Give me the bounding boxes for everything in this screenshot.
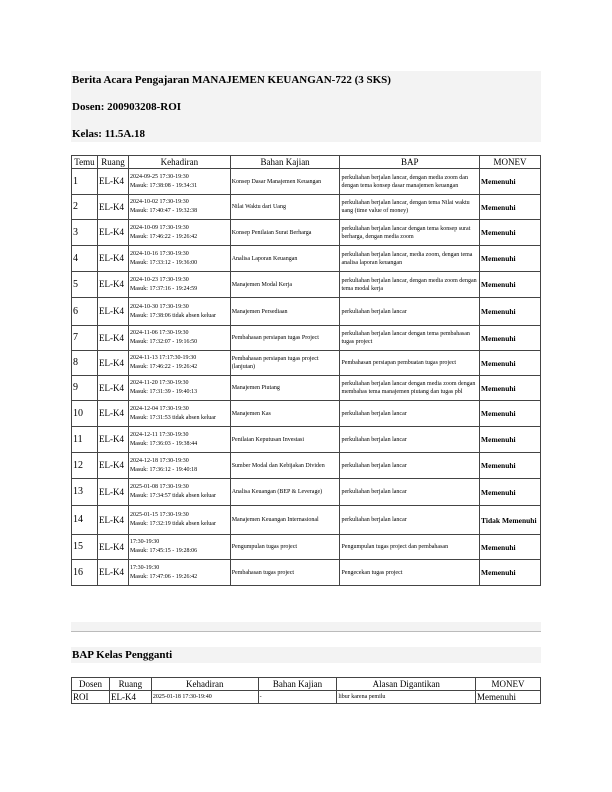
section-divider [71, 631, 541, 632]
monev-cell: Memenuhi [480, 246, 541, 272]
bahan-kajian-cell: - [258, 691, 337, 704]
temu-cell: 11 [72, 427, 98, 453]
masuk-text: Masuk: 17:38:08 - 19:34:31 [129, 182, 198, 189]
kehadiran-cell [128, 427, 230, 453]
separator-band [71, 622, 541, 631]
kehadiran-cell [128, 453, 230, 479]
bap-table [71, 155, 541, 586]
masuk-text: Masuk: 17:34:57 tidak absen keluar [129, 493, 216, 499]
ruang-cell: EL-K4 [97, 351, 128, 376]
kehadiran-cell [128, 220, 230, 246]
col-alasan: Alasan Digantikan [337, 678, 476, 691]
bap-cell: Pengecekan tugas project [340, 560, 480, 586]
monev-cell: Memenuhi [480, 535, 541, 560]
temu-cell: 4 [72, 246, 98, 272]
ruang-cell: EL-K4 [97, 298, 128, 326]
temu-cell: 12 [72, 453, 98, 479]
masuk-text: Masuk: 17:46:22 - 19:26:42 [129, 364, 198, 370]
temu-cell: 5 [72, 272, 98, 298]
bap-cell: perkuliahan berjalan lancar dengan tema pembahasan tugas project [340, 326, 480, 351]
monev-cell: Memenuhi [480, 326, 541, 351]
jadwal-text: 2025-01-08 17:30-19:30 [129, 484, 189, 490]
kehadiran-cell [128, 246, 230, 272]
masuk-text: Masuk: 17:32:07 - 19:16:50 [129, 339, 198, 345]
bahan-kajian-cell: Konsep Penilaian Surat Berharga [230, 220, 340, 246]
table-row [72, 453, 541, 479]
col-bahan-kajian: Bahan Kajian [258, 678, 337, 691]
col-monev: MONEV [476, 678, 541, 691]
masuk-text: Masuk: 17:45:15 - 19:28:06 [129, 548, 198, 554]
jadwal-text: 2024-10-23 17:30-19:30 [129, 276, 189, 283]
kehadiran-cell [128, 351, 230, 376]
col-bahan-kajian: Bahan Kajian [230, 156, 340, 169]
ruang-cell: EL-K4 [97, 169, 128, 195]
masuk-text: Masuk: 17:40:47 - 19:32:38 [129, 208, 198, 214]
ruang-cell: EL-K4 [97, 506, 128, 535]
jadwal-text: 2024-11-13 17:17:30-19:30 [129, 355, 197, 361]
table-row [72, 220, 541, 246]
jadwal-text: 17:30-19:30 [129, 539, 160, 545]
masuk-text: Masuk: 17:32:19 tidak absen keluar [129, 521, 216, 527]
document-title: Berita Acara Pengajaran MANAJEMEN KEUANGAN-722 (3 SKS) [72, 74, 391, 86]
kehadiran-cell [128, 169, 230, 195]
monev-cell: Memenuhi [480, 376, 541, 401]
ruang-cell: EL-K4 [97, 220, 128, 246]
temu-cell: 9 [72, 376, 98, 401]
dosen-label: Dosen: 200903208-ROI [72, 101, 182, 113]
kehadiran-cell [128, 298, 230, 326]
kehadiran-cell [128, 326, 230, 351]
kehadiran-cell [128, 376, 230, 401]
ruang-cell: EL-K4 [97, 401, 128, 427]
monev-cell: Memenuhi [480, 220, 541, 246]
col-monev: MONEV [480, 156, 541, 169]
col-bap: BAP [340, 156, 480, 169]
bahan-kajian-cell: Manajemen Modal Kerja [230, 272, 340, 298]
masuk-text: Masuk: 17:38:06 tidak absen keluar [129, 312, 216, 319]
temu-cell: 16 [72, 560, 98, 586]
bahan-kajian-cell: Nilai Waktu dari Uang [230, 195, 340, 220]
jadwal-text: 2024-09-25 17:30-19:30 [129, 173, 189, 180]
temu-cell: 10 [72, 401, 98, 427]
ruang-cell: EL-K4 [97, 246, 128, 272]
bap-cell: perkuliahan berjalan lancar, dengan media zoom dan dengan tema konsep dasar manajemen keuangan [340, 169, 480, 195]
ruang-cell: EL-K4 [97, 479, 128, 506]
masuk-text: Masuk: 17:37:16 - 19:24:59 [129, 285, 198, 292]
kehadiran-cell [128, 195, 230, 220]
bahan-kajian-cell: Manajemen Kas [230, 401, 340, 427]
alasan-cell: libur karena pemilu [337, 691, 476, 704]
table-row [72, 246, 541, 272]
bap-table-header [72, 156, 541, 169]
kelas-label: Kelas: 11.5A.18 [72, 128, 146, 140]
jadwal-text: 2024-10-09 17:30-19:30 [129, 224, 189, 231]
table-row [72, 479, 541, 506]
kehadiran-cell: 2025-01-18 17:30-19:40 [151, 691, 258, 704]
bap-cell: perkuliahan berjalan lancar dengan tema konsep surat berharga, dengan media zoom [340, 220, 480, 246]
temu-cell: 8 [72, 351, 98, 376]
bahan-kajian-cell: Pembahasan persiapan tugas Project [230, 326, 340, 351]
table-row [72, 376, 541, 401]
jadwal-text: 2024-12-04 17:30-19:30 [129, 405, 189, 412]
bap-cell: perkuliahan berjalan lancar [340, 401, 480, 427]
temu-cell: 13 [72, 479, 98, 506]
bap-cell: perkuliahan berjalan lancar [340, 453, 480, 479]
bahan-kajian-cell: Analisa Keuangan (BEP & Leverage) [230, 479, 340, 506]
kehadiran-cell [128, 506, 230, 535]
ruang-cell: EL-K4 [97, 560, 128, 586]
monev-cell: Memenuhi [480, 453, 541, 479]
bahan-kajian-cell: Manajemen Piutang [230, 376, 340, 401]
bahan-kajian-cell: Sumber Modal dan Kebijakan Dividen [230, 453, 340, 479]
jadwal-text: 2024-10-02 17:30-19:30 [129, 199, 189, 205]
temu-cell: 14 [72, 506, 98, 535]
bap-cell: perkuliahan berjalan lancar [340, 298, 480, 326]
monev-cell: Tidak Memenuhi [480, 506, 541, 535]
monev-cell: Memenuhi [480, 401, 541, 427]
pengganti-table [71, 677, 541, 704]
ruang-cell: EL-K4 [97, 326, 128, 351]
col-dosen: Dosen [72, 678, 110, 691]
table-row [72, 195, 541, 220]
bap-cell: perkuliahan berjalan lancar, dengan tema Nilai waktu uang (time value of money) [340, 195, 480, 220]
temu-cell: 6 [72, 298, 98, 326]
monev-cell: Memenuhi [476, 691, 541, 704]
col-ruang: Ruang [97, 156, 128, 169]
kehadiran-cell [128, 401, 230, 427]
jadwal-text: 2024-11-20 17:30-19:30 [129, 380, 189, 386]
kehadiran-cell [128, 479, 230, 506]
bap-cell: Pembahasan persiapan pembuatan tugas project [340, 351, 480, 376]
ruang-cell: EL-K4 [97, 195, 128, 220]
table-row [72, 506, 541, 535]
ruang-cell: EL-K4 [97, 453, 128, 479]
monev-cell: Memenuhi [480, 272, 541, 298]
table-row [72, 169, 541, 195]
ruang-cell: EL-K4 [97, 376, 128, 401]
kehadiran-cell [128, 560, 230, 586]
ruang-cell: EL-K4 [97, 427, 128, 453]
kehadiran-cell [128, 272, 230, 298]
temu-cell: 2 [72, 195, 98, 220]
bahan-kajian-cell: Pengumpulan tugas project [230, 535, 340, 560]
masuk-text: Masuk: 17:31:53 tidak absen keluar [129, 414, 216, 421]
table-row [72, 427, 541, 453]
col-kehadiran: Kehadiran [128, 156, 230, 169]
temu-cell: 1 [72, 169, 98, 195]
pengganti-table-header [72, 678, 541, 691]
masuk-text: Masuk: 17:47:06 - 19:26:42 [129, 573, 198, 580]
temu-cell: 15 [72, 535, 98, 560]
masuk-text: Masuk: 17:36:03 - 19:38:44 [129, 440, 198, 447]
jadwal-text: 17:30-19:30 [129, 564, 160, 571]
ruang-cell: EL-K4 [97, 535, 128, 560]
bahan-kajian-cell: Pembahasan persiapan tugas project (lanjutan) [230, 351, 340, 376]
bap-cell: perkuliahan berjalan lancar [340, 479, 480, 506]
bap-cell: perkuliahan berjalan lancar, dengan media zoom dengan tema modal kerja [340, 272, 480, 298]
monev-cell: Memenuhi [480, 169, 541, 195]
jadwal-text: 2024-11-06 17:30-19:30 [129, 330, 189, 336]
bahan-kajian-cell: Konsep Dasar Manajemen Keuangan [230, 169, 340, 195]
masuk-text: Masuk: 17:31:39 - 19:40:13 [129, 389, 198, 395]
monev-cell: Memenuhi [480, 351, 541, 376]
dosen-cell: ROI [72, 691, 110, 704]
temu-cell: 7 [72, 326, 98, 351]
bahan-kajian-cell: Analisa Laporan Keuangan [230, 246, 340, 272]
masuk-text: Masuk: 17:33:12 - 19:36:00 [129, 259, 198, 266]
table-row [72, 691, 541, 704]
table-row [72, 298, 541, 326]
ruang-cell: EL-K4 [97, 272, 128, 298]
jadwal-text: 2024-10-16 17:30-19:30 [129, 250, 189, 257]
monev-cell: Memenuhi [480, 427, 541, 453]
table-row [72, 401, 541, 427]
bahan-kajian-cell: Manajemen Keuangan Internasional [230, 506, 340, 535]
bahan-kajian-cell: Manajemen Persediaan [230, 298, 340, 326]
bap-cell: perkuliahan berjalan lancar dengan media zoom dengan membahas tema manajemen piutang dan tugas pbl [340, 376, 480, 401]
monev-cell: Memenuhi [480, 560, 541, 586]
masuk-text: Masuk: 17:46:22 - 19:26:42 [129, 233, 198, 240]
bap-cell: perkuliahan berjalan lancar [340, 427, 480, 453]
table-row [72, 535, 541, 560]
kehadiran-cell [128, 535, 230, 560]
temu-cell: 3 [72, 220, 98, 246]
bap-cell: perkuliahan berjalan lancar [340, 506, 480, 535]
jadwal-text: 2025-01-15 17:30-19:30 [129, 512, 189, 518]
col-kehadiran: Kehadiran [151, 678, 258, 691]
col-temu: Temu [72, 156, 98, 169]
table-row [72, 326, 541, 351]
bap-cell: perkuliahan berjalan lancar, media zoom, dengan tema analisa laporan keuangan [340, 246, 480, 272]
ruang-cell: EL-K4 [109, 691, 151, 704]
masuk-text: Masuk: 17:36:12 - 19:40:18 [129, 466, 198, 473]
bap-cell: Pengumpulan tugas project dan pembahasan [340, 535, 480, 560]
monev-cell: Memenuhi [480, 195, 541, 220]
col-ruang: Ruang [109, 678, 151, 691]
table-row [72, 560, 541, 586]
monev-cell: Memenuhi [480, 479, 541, 506]
bahan-kajian-cell: Pembahasan tugas project [230, 560, 340, 586]
table-row [72, 272, 541, 298]
bahan-kajian-cell: Penilaian Keputusan Investasi [230, 427, 340, 453]
table-row [72, 351, 541, 376]
jadwal-text: 2024-12-11 17:30-19:30 [129, 431, 189, 438]
jadwal-text: 2024-10-30 17:30-19:30 [129, 303, 189, 310]
jadwal-text: 2024-12-18 17:30-19:30 [129, 457, 189, 464]
monev-cell: Memenuhi [480, 298, 541, 326]
pengganti-title: BAP Kelas Pengganti [72, 649, 173, 661]
